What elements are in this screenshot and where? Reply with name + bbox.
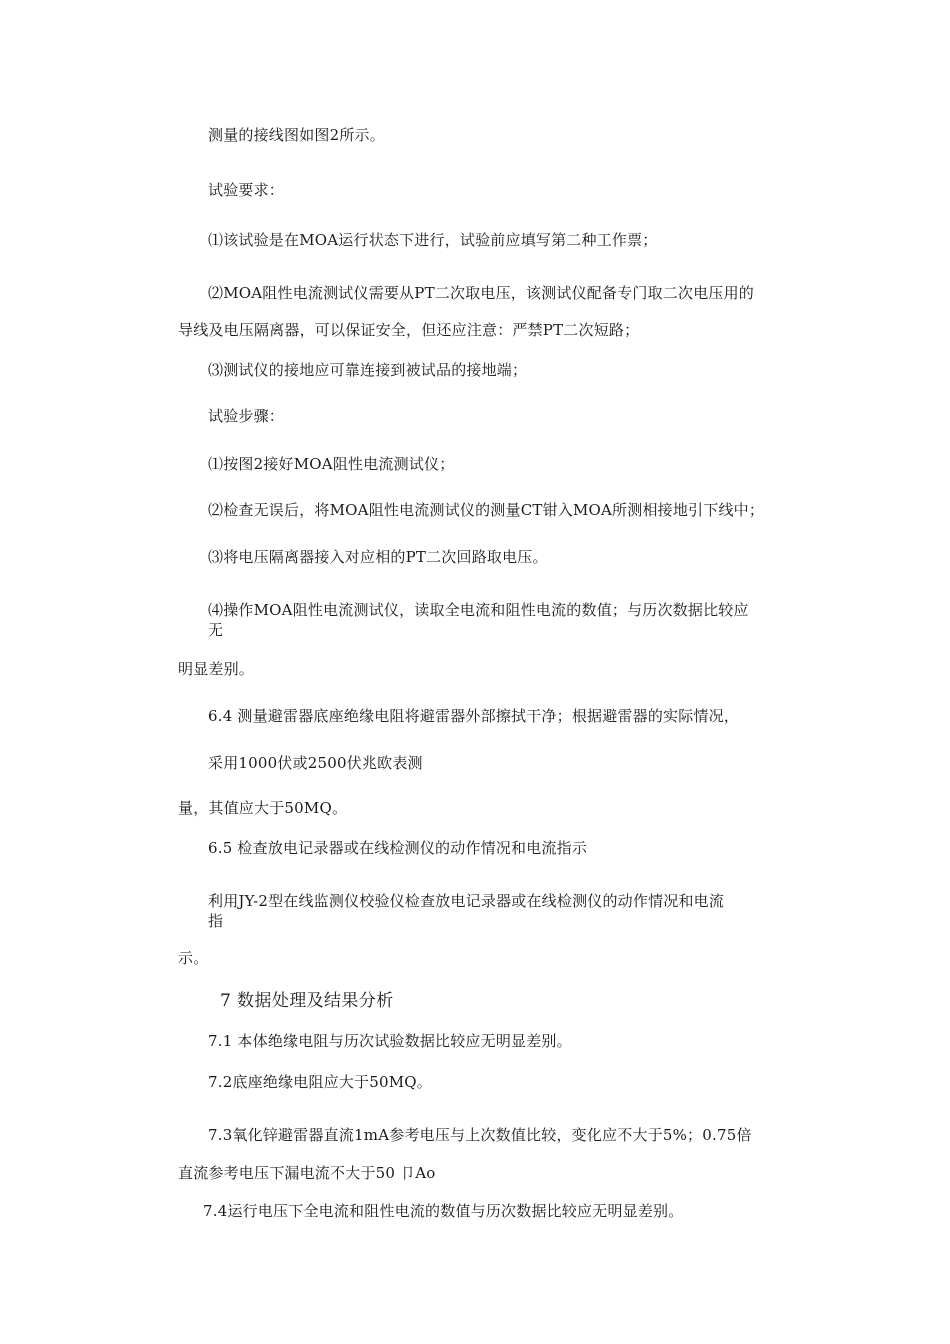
section-6-4-continued: 采用1000伏或2500伏兆欧表测 (208, 754, 423, 772)
section-7-1: 7.1 本体绝缘电阻与历次试验数据比较应无明显差别。 (208, 1032, 572, 1050)
section-6-5-body: 利用JY-2型在线监测仪校验仪检查放电记录器或在线检测仪的动作情况和电流 (208, 892, 725, 910)
section-7-2: 7.2底座绝缘电阻应大于50MQ。 (208, 1073, 432, 1091)
section-6-5-body-end: 示。 (178, 949, 209, 967)
section-label-test-requirements: 试验要求： (208, 181, 285, 199)
section-7-4: 7.4运行电压下全电流和阻性电流的数值与历次数据比较应无明显差别。 (203, 1202, 684, 1220)
section-label-test-steps: 试验步骤： (208, 407, 285, 425)
step-item-4-wrap: 无 (208, 621, 224, 639)
requirement-item-2-continued: 导线及电压隔离器，可以保证安全，但还应注意：严禁PT二次短路； (178, 321, 640, 339)
step-item-4: ⑷操作MOA阻性电流测试仪，读取全电流和阻性电流的数值；与历次数据比较应 (208, 601, 749, 619)
section-7-heading: 7 数据处理及结果分析 (220, 991, 394, 1011)
step-item-4-continued: 明显差别。 (178, 660, 255, 678)
section-7-3: 7.3氧化锌避雷器直流1mA参考电压与上次数值比较，变化应不大于5%；0.75倍 (208, 1126, 752, 1144)
section-6-4-title: 6.4 测量避雷器底座绝缘电阻将避雷器外部擦拭干净；根据避雷器的实际情况， (208, 707, 740, 725)
section-6-5-title: 6.5 检查放电记录器或在线检测仪的动作情况和电流指示 (208, 839, 588, 857)
section-6-4-end: 量，其值应大于50MQ。 (178, 799, 348, 817)
paragraph-wiring-diagram: 测量的接线图如图2所示。 (208, 126, 385, 144)
section-7-3-continued: 直流参考电压下漏电流不大于50 卩Ao (178, 1164, 436, 1182)
step-item-2: ⑵检查无误后，将MOA阻性电流测试仪的测量CT钳入MOA所测相接地引下线中； (208, 501, 765, 519)
step-item-3: ⑶将电压隔离器接入对应相的PT二次回路取电压。 (208, 548, 548, 566)
requirement-item-3: ⑶测试仪的接地应可靠连接到被试品的接地端； (208, 361, 528, 379)
step-item-1: ⑴按图2接好MOA阻性电流测试仪； (208, 455, 455, 473)
requirement-item-1: ⑴该试验是在MOA运行状态下进行，试验前应填写第二种工作票； (208, 231, 658, 249)
section-6-5-body-wrap: 指 (208, 912, 224, 930)
requirement-item-2: ⑵MOA阻性电流测试仪需要从PT二次取电压，该测试仪配备专门取二次电压用的 (208, 284, 754, 302)
